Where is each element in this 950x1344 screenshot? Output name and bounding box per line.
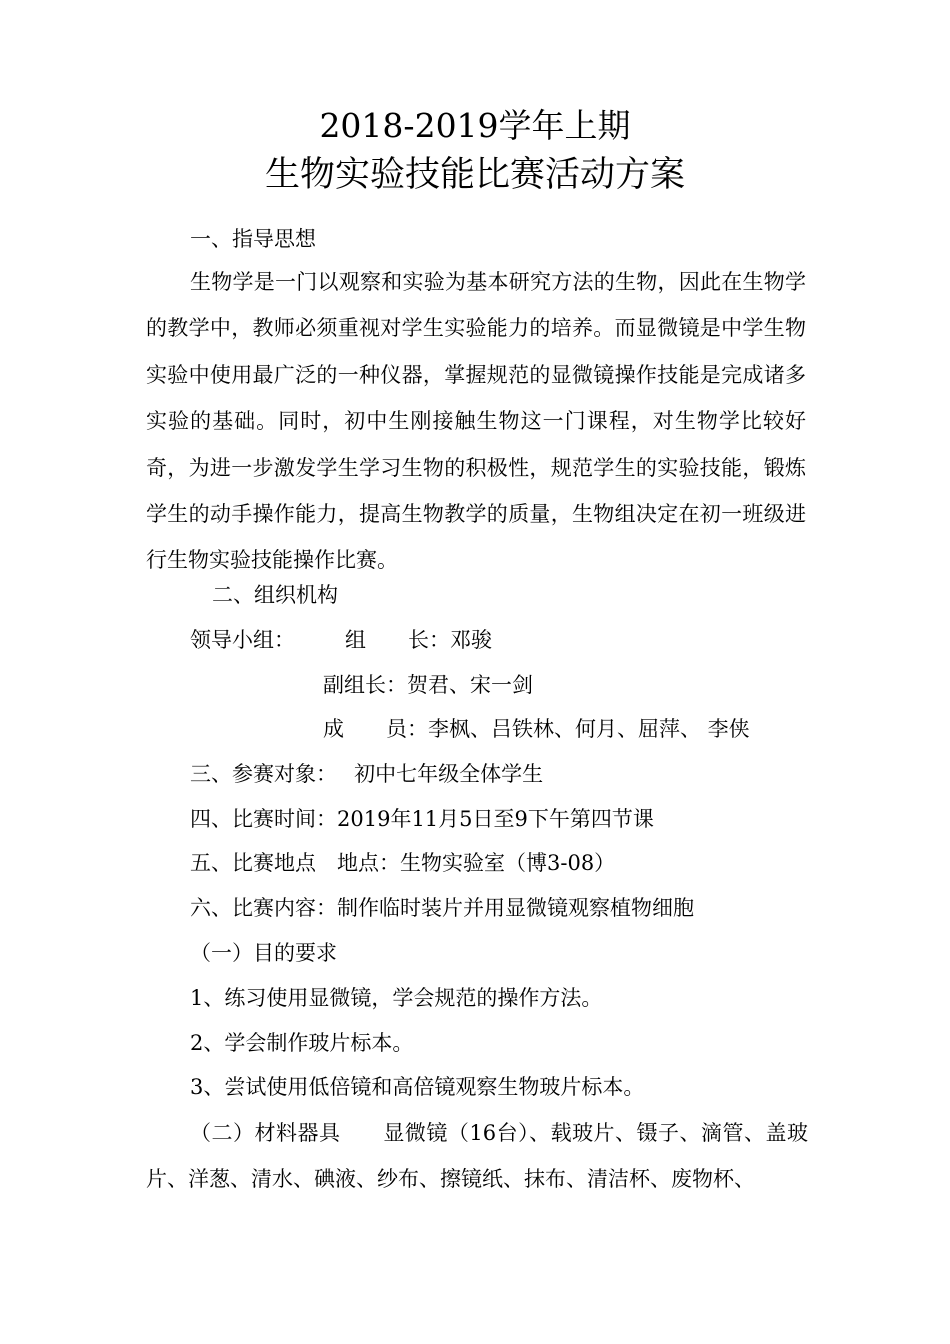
guiding-paragraph: 生物学是一门以观察和实验为基本研究方法的生物，因此在生物学的教学中，教师必须重视对学生实验能力的培养。而显微镜是中学生物实验中使用最广泛的一种仪器，掌握规范的显微镜操作技能是完成诸多实验的基础。同时，初中生刚接触生物这一门课程，对生物学比较好奇，为进一步激发学生学习生物的积极性，规范学生的实验技能，锻炼学生的动手操作能力，提高生物教学的质量，生物组决定在初一班级进行生物实验技能操作比赛。 bbox=[146, 270, 806, 573]
deputy-role: 副组长：贺君、宋一剑 bbox=[323, 673, 533, 697]
content-line: 六、比赛内容：制作临时装片并用显微镜观察植物细胞 bbox=[190, 896, 694, 920]
purpose-heading: （一）目的要求 bbox=[190, 941, 337, 965]
document-title-line-1: 2018-2019学年上期 bbox=[319, 106, 631, 145]
location-line: 五、比赛地点 地点：生物实验室（博3-08） bbox=[190, 851, 616, 875]
materials-paragraph: （二）材料器具 显微镜（16台）、载玻片、镊子、滴管、盖玻片、洋葱、清水、碘液、纱布、擦镜纸、抹布、清洁杯、废物杯、 bbox=[146, 1121, 808, 1191]
members-role: 成 员：李枫、吕铁林、何月、屈萍、 李侠 bbox=[323, 717, 750, 741]
leader-role: 组 长：邓骏 bbox=[345, 628, 492, 652]
participants-line: 三、参赛对象： 初中七年级全体学生 bbox=[190, 762, 544, 786]
leader-group-label: 领导小组： bbox=[190, 628, 295, 652]
purpose-item-2: 2、学会制作玻片标本。 bbox=[190, 1031, 414, 1055]
purpose-item-1: 1、练习使用显微镜，学会规范的操作方法。 bbox=[190, 986, 603, 1010]
time-line: 四、比赛时间：2019年11月5日至9下午第四节课 bbox=[190, 807, 654, 831]
purpose-item-3: 3、尝试使用低倍镜和高倍镜观察生物玻片标本。 bbox=[190, 1075, 645, 1099]
document-title-line-2: 生物实验技能比赛活动方案 bbox=[264, 155, 685, 195]
guiding-heading: 一、指导思想 bbox=[190, 227, 316, 251]
org-heading: 二、组织机构 bbox=[212, 583, 338, 607]
